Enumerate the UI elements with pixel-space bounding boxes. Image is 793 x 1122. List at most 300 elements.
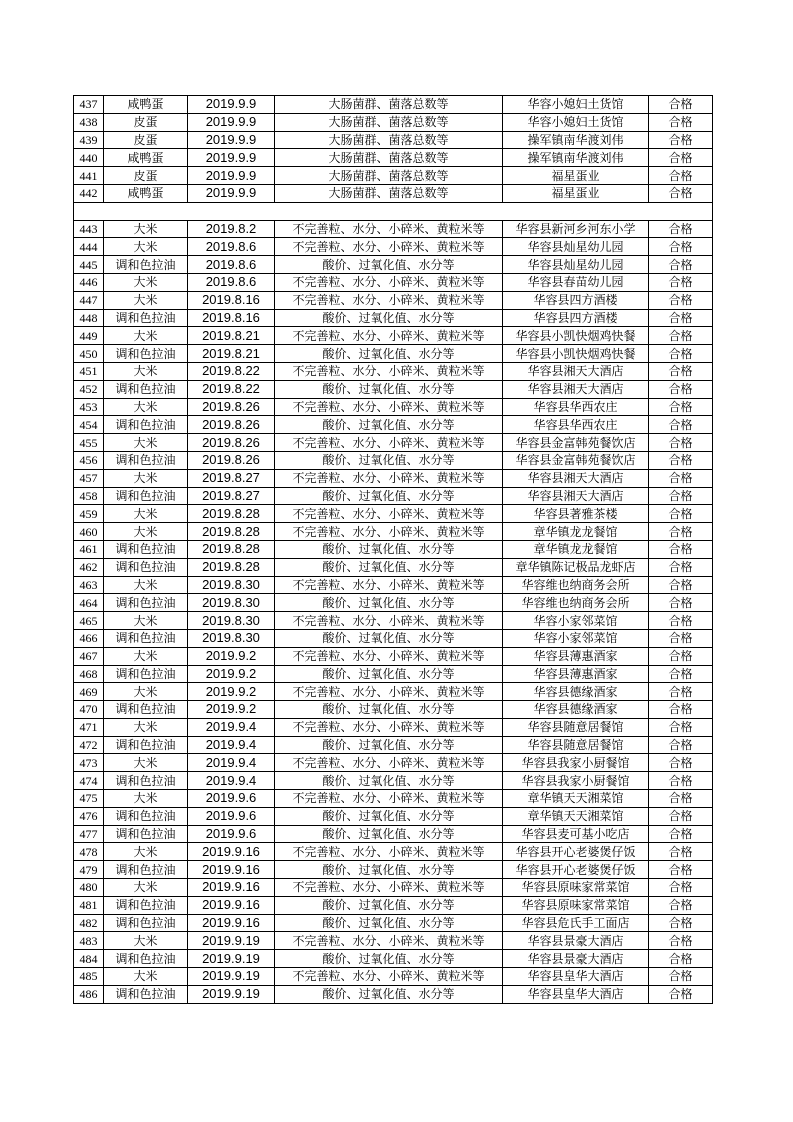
sampling-date-cell: 2019.8.6 (188, 238, 275, 256)
row-number-cell: 469 (74, 683, 104, 701)
sampling-date-cell: 2019.8.27 (188, 469, 275, 487)
table-row (74, 451, 713, 469)
test-result-cell: 合格 (649, 149, 713, 167)
sampled-unit-cell: 华容县皇华大酒店 (503, 968, 649, 986)
product-name-cell: 调和色拉油 (104, 896, 188, 914)
test-items-cell: 酸价、过氧化值、水分等 (275, 914, 503, 932)
table-row (74, 220, 713, 238)
sampled-unit-cell: 华容县灿星幼儿园 (503, 256, 649, 274)
table-row (74, 380, 713, 398)
sampled-unit-cell: 华容县我家小厨餐馆 (503, 754, 649, 772)
product-name-cell: 调和色拉油 (104, 825, 188, 843)
row-number-cell: 437 (74, 96, 104, 114)
test-result-cell: 合格 (649, 968, 713, 986)
product-name-cell: 大米 (104, 238, 188, 256)
test-result-cell: 合格 (649, 594, 713, 612)
row-number-cell: 485 (74, 968, 104, 986)
test-result-cell: 合格 (649, 398, 713, 416)
sampling-date-cell: 2019.9.9 (188, 96, 275, 114)
test-result-cell: 合格 (649, 291, 713, 309)
product-name-cell: 调和色拉油 (104, 487, 188, 505)
separator-cell (74, 202, 713, 220)
row-number-cell: 473 (74, 754, 104, 772)
table-row (74, 167, 713, 185)
table-row (74, 772, 713, 790)
product-name-cell: 调和色拉油 (104, 807, 188, 825)
product-name-cell: 调和色拉油 (104, 701, 188, 719)
row-number-cell: 471 (74, 718, 104, 736)
test-result-cell: 合格 (649, 220, 713, 238)
sampling-date-cell: 2019.9.2 (188, 665, 275, 683)
test-result-cell: 合格 (649, 167, 713, 185)
test-items-cell: 酸价、过氧化值、水分等 (275, 772, 503, 790)
test-items-cell: 不完善粒、水分、小碎米、黄粒米等 (275, 327, 503, 345)
table-row (74, 576, 713, 594)
sampling-date-cell: 2019.9.2 (188, 647, 275, 665)
table-row (74, 398, 713, 416)
test-result-cell: 合格 (649, 736, 713, 754)
test-result-cell: 合格 (649, 985, 713, 1003)
sampled-unit-cell: 华容县德缘酒家 (503, 701, 649, 719)
product-name-cell: 大米 (104, 273, 188, 291)
sampled-unit-cell: 华容县薄惠酒家 (503, 665, 649, 683)
sampling-date-cell: 2019.9.19 (188, 932, 275, 950)
product-name-cell: 大米 (104, 434, 188, 452)
row-number-cell: 438 (74, 113, 104, 131)
sampled-unit-cell: 华容县著雅茶楼 (503, 505, 649, 523)
sampled-unit-cell: 福星蛋业 (503, 184, 649, 202)
product-name-cell: 调和色拉油 (104, 772, 188, 790)
product-name-cell: 大米 (104, 505, 188, 523)
sampled-unit-cell: 华容县景豪大酒店 (503, 932, 649, 950)
row-number-cell: 457 (74, 469, 104, 487)
sampling-date-cell: 2019.9.9 (188, 113, 275, 131)
product-name-cell: 大米 (104, 683, 188, 701)
product-name-cell: 咸鸭蛋 (104, 184, 188, 202)
sampling-date-cell: 2019.8.16 (188, 291, 275, 309)
test-items-cell: 大肠菌群、菌落总数等 (275, 131, 503, 149)
sampling-date-cell: 2019.8.26 (188, 398, 275, 416)
table-row (74, 683, 713, 701)
inspection-table (73, 95, 713, 1004)
row-number-cell: 452 (74, 380, 104, 398)
sampling-date-cell: 2019.8.30 (188, 594, 275, 612)
table-row (74, 256, 713, 274)
row-number-cell: 441 (74, 167, 104, 185)
sampled-unit-cell: 华容县麦可基小吃店 (503, 825, 649, 843)
product-name-cell: 大米 (104, 647, 188, 665)
row-number-cell: 480 (74, 879, 104, 897)
sampled-unit-cell: 华容县开心老婆煲仔饭 (503, 843, 649, 861)
test-result-cell: 合格 (649, 807, 713, 825)
row-number-cell: 462 (74, 558, 104, 576)
test-items-cell: 大肠菌群、菌落总数等 (275, 113, 503, 131)
table-row (74, 612, 713, 630)
sampling-date-cell: 2019.9.6 (188, 807, 275, 825)
test-result-cell: 合格 (649, 184, 713, 202)
table-row (74, 879, 713, 897)
table-row (74, 291, 713, 309)
product-name-cell: 皮蛋 (104, 113, 188, 131)
product-name-cell: 调和色拉油 (104, 380, 188, 398)
sampling-date-cell: 2019.9.16 (188, 896, 275, 914)
sampled-unit-cell: 华容县德缘酒家 (503, 683, 649, 701)
test-result-cell: 合格 (649, 861, 713, 879)
sampled-unit-cell: 华容县小凯快烟鸡快餐 (503, 345, 649, 363)
product-name-cell: 大米 (104, 523, 188, 541)
sampling-date-cell: 2019.9.19 (188, 985, 275, 1003)
table-row (74, 505, 713, 523)
product-name-cell: 调和色拉油 (104, 861, 188, 879)
test-items-cell: 大肠菌群、菌落总数等 (275, 184, 503, 202)
test-result-cell: 合格 (649, 451, 713, 469)
product-name-cell: 大米 (104, 220, 188, 238)
test-result-cell: 合格 (649, 754, 713, 772)
sampled-unit-cell: 华容县我家小厨餐馆 (503, 772, 649, 790)
test-result-cell: 合格 (649, 629, 713, 647)
product-name-cell: 大米 (104, 327, 188, 345)
product-name-cell: 大米 (104, 576, 188, 594)
row-number-cell: 482 (74, 914, 104, 932)
sampled-unit-cell: 华容维也纳商务会所 (503, 576, 649, 594)
sampling-date-cell: 2019.9.2 (188, 683, 275, 701)
table-row (74, 362, 713, 380)
table-row (74, 968, 713, 986)
sampled-unit-cell: 福星蛋业 (503, 167, 649, 185)
sampled-unit-cell: 章华镇天天湘菜馆 (503, 807, 649, 825)
row-number-cell: 440 (74, 149, 104, 167)
test-items-cell: 酸价、过氧化值、水分等 (275, 701, 503, 719)
table-row (74, 523, 713, 541)
table-row (74, 914, 713, 932)
test-result-cell: 合格 (649, 612, 713, 630)
test-items-cell: 酸价、过氧化值、水分等 (275, 896, 503, 914)
row-number-cell: 444 (74, 238, 104, 256)
test-items-cell: 不完善粒、水分、小碎米、黄粒米等 (275, 718, 503, 736)
sampling-date-cell: 2019.9.9 (188, 167, 275, 185)
product-name-cell: 大米 (104, 879, 188, 897)
test-items-cell: 酸价、过氧化值、水分等 (275, 594, 503, 612)
row-number-cell: 439 (74, 131, 104, 149)
sampling-date-cell: 2019.8.30 (188, 629, 275, 647)
row-number-cell: 474 (74, 772, 104, 790)
row-number-cell: 467 (74, 647, 104, 665)
test-result-cell: 合格 (649, 238, 713, 256)
table-row (74, 487, 713, 505)
row-number-cell: 464 (74, 594, 104, 612)
sampled-unit-cell: 华容县开心老婆煲仔饭 (503, 861, 649, 879)
test-result-cell: 合格 (649, 327, 713, 345)
row-number-cell: 445 (74, 256, 104, 274)
sampling-date-cell: 2019.9.4 (188, 718, 275, 736)
product-name-cell: 大米 (104, 291, 188, 309)
test-items-cell: 酸价、过氧化值、水分等 (275, 380, 503, 398)
sampling-date-cell: 2019.8.30 (188, 576, 275, 594)
table-row (74, 736, 713, 754)
product-name-cell: 大米 (104, 362, 188, 380)
sampling-date-cell: 2019.8.26 (188, 416, 275, 434)
table-row (74, 327, 713, 345)
sampling-date-cell: 2019.9.19 (188, 950, 275, 968)
sampled-unit-cell: 华容县四方酒楼 (503, 291, 649, 309)
product-name-cell: 调和色拉油 (104, 451, 188, 469)
table-row (74, 807, 713, 825)
row-number-cell: 459 (74, 505, 104, 523)
test-items-cell: 酸价、过氧化值、水分等 (275, 451, 503, 469)
product-name-cell: 调和色拉油 (104, 416, 188, 434)
product-name-cell: 皮蛋 (104, 167, 188, 185)
test-result-cell: 合格 (649, 113, 713, 131)
sampling-date-cell: 2019.9.16 (188, 914, 275, 932)
sampled-unit-cell: 华容县华西农庄 (503, 416, 649, 434)
row-number-cell: 463 (74, 576, 104, 594)
table-row (74, 434, 713, 452)
test-result-cell: 合格 (649, 487, 713, 505)
row-number-cell: 486 (74, 985, 104, 1003)
table-row (74, 932, 713, 950)
sampling-date-cell: 2019.8.6 (188, 256, 275, 274)
product-name-cell: 调和色拉油 (104, 594, 188, 612)
sampled-unit-cell: 华容小媳妇土货馆 (503, 113, 649, 131)
sampling-date-cell: 2019.9.19 (188, 968, 275, 986)
table-row (74, 985, 713, 1003)
product-name-cell: 调和色拉油 (104, 950, 188, 968)
row-number-cell: 478 (74, 843, 104, 861)
sampling-date-cell: 2019.9.2 (188, 701, 275, 719)
test-result-cell: 合格 (649, 309, 713, 327)
sampling-date-cell: 2019.9.6 (188, 825, 275, 843)
row-number-cell: 447 (74, 291, 104, 309)
product-name-cell: 调和色拉油 (104, 345, 188, 363)
test-items-cell: 酸价、过氧化值、水分等 (275, 807, 503, 825)
row-number-cell: 465 (74, 612, 104, 630)
separator-row (74, 202, 713, 220)
sampling-date-cell: 2019.8.21 (188, 327, 275, 345)
test-items-cell: 不完善粒、水分、小碎米、黄粒米等 (275, 790, 503, 808)
test-items-cell: 酸价、过氧化值、水分等 (275, 825, 503, 843)
sampling-date-cell: 2019.8.27 (188, 487, 275, 505)
sampling-date-cell: 2019.8.21 (188, 345, 275, 363)
test-items-cell: 酸价、过氧化值、水分等 (275, 540, 503, 558)
test-items-cell: 酸价、过氧化值、水分等 (275, 256, 503, 274)
test-items-cell: 不完善粒、水分、小碎米、黄粒米等 (275, 291, 503, 309)
test-items-cell: 酸价、过氧化值、水分等 (275, 861, 503, 879)
sampling-date-cell: 2019.9.16 (188, 861, 275, 879)
row-number-cell: 448 (74, 309, 104, 327)
test-items-cell: 大肠菌群、菌落总数等 (275, 96, 503, 114)
test-items-cell: 不完善粒、水分、小碎米、黄粒米等 (275, 843, 503, 861)
test-result-cell: 合格 (649, 416, 713, 434)
table-row (74, 790, 713, 808)
sampling-date-cell: 2019.8.28 (188, 505, 275, 523)
product-name-cell: 调和色拉油 (104, 558, 188, 576)
sampled-unit-cell: 华容维也纳商务会所 (503, 594, 649, 612)
test-items-cell: 酸价、过氧化值、水分等 (275, 629, 503, 647)
sampled-unit-cell: 华容县湘天大酒店 (503, 362, 649, 380)
product-name-cell: 大米 (104, 843, 188, 861)
product-name-cell: 大米 (104, 612, 188, 630)
sampled-unit-cell: 华容县新河乡河东小学 (503, 220, 649, 238)
product-name-cell: 大米 (104, 790, 188, 808)
test-items-cell: 不完善粒、水分、小碎米、黄粒米等 (275, 647, 503, 665)
sampling-date-cell: 2019.8.2 (188, 220, 275, 238)
row-number-cell: 468 (74, 665, 104, 683)
product-name-cell: 调和色拉油 (104, 985, 188, 1003)
sampling-date-cell: 2019.8.22 (188, 380, 275, 398)
test-items-cell: 不完善粒、水分、小碎米、黄粒米等 (275, 238, 503, 256)
test-result-cell: 合格 (649, 683, 713, 701)
sampling-date-cell: 2019.8.6 (188, 273, 275, 291)
table-row (74, 825, 713, 843)
row-number-cell: 470 (74, 701, 104, 719)
test-result-cell: 合格 (649, 932, 713, 950)
test-result-cell: 合格 (649, 647, 713, 665)
test-items-cell: 不完善粒、水分、小碎米、黄粒米等 (275, 879, 503, 897)
row-number-cell: 461 (74, 540, 104, 558)
row-number-cell: 442 (74, 184, 104, 202)
sampling-date-cell: 2019.9.4 (188, 736, 275, 754)
row-number-cell: 472 (74, 736, 104, 754)
test-items-cell: 不完善粒、水分、小碎米、黄粒米等 (275, 754, 503, 772)
test-items-cell: 不完善粒、水分、小碎米、黄粒米等 (275, 932, 503, 950)
sampled-unit-cell: 华容县金富韩苑餐饮店 (503, 451, 649, 469)
row-number-cell: 453 (74, 398, 104, 416)
table-row (74, 309, 713, 327)
test-result-cell: 合格 (649, 790, 713, 808)
test-items-cell: 酸价、过氧化值、水分等 (275, 985, 503, 1003)
product-name-cell: 大米 (104, 398, 188, 416)
test-items-cell: 大肠菌群、菌落总数等 (275, 149, 503, 167)
test-items-cell: 不完善粒、水分、小碎米、黄粒米等 (275, 968, 503, 986)
product-name-cell: 调和色拉油 (104, 629, 188, 647)
sampling-date-cell: 2019.8.26 (188, 434, 275, 452)
sampling-date-cell: 2019.8.28 (188, 523, 275, 541)
test-result-cell: 合格 (649, 362, 713, 380)
product-name-cell: 调和色拉油 (104, 309, 188, 327)
test-result-cell: 合格 (649, 345, 713, 363)
table-row (74, 96, 713, 114)
sampled-unit-cell: 华容县春苗幼儿园 (503, 273, 649, 291)
sampled-unit-cell: 华容县四方酒楼 (503, 309, 649, 327)
sampling-date-cell: 2019.8.22 (188, 362, 275, 380)
table-row (74, 950, 713, 968)
product-name-cell: 咸鸭蛋 (104, 149, 188, 167)
row-number-cell: 476 (74, 807, 104, 825)
test-items-cell: 酸价、过氧化值、水分等 (275, 345, 503, 363)
table-row (74, 594, 713, 612)
sampling-date-cell: 2019.9.4 (188, 754, 275, 772)
test-result-cell: 合格 (649, 665, 713, 683)
sampled-unit-cell: 华容县金富韩苑餐饮店 (503, 434, 649, 452)
product-name-cell: 大米 (104, 754, 188, 772)
test-result-cell: 合格 (649, 505, 713, 523)
test-items-cell: 酸价、过氧化值、水分等 (275, 309, 503, 327)
table-row (74, 629, 713, 647)
sampled-unit-cell: 华容县原味家常菜馆 (503, 879, 649, 897)
sampled-unit-cell: 华容县景豪大酒店 (503, 950, 649, 968)
product-name-cell: 皮蛋 (104, 131, 188, 149)
sampled-unit-cell: 华容县湘天大酒店 (503, 487, 649, 505)
test-items-cell: 不完善粒、水分、小碎米、黄粒米等 (275, 398, 503, 416)
sampling-date-cell: 2019.8.28 (188, 540, 275, 558)
test-items-cell: 不完善粒、水分、小碎米、黄粒米等 (275, 434, 503, 452)
table-row (74, 558, 713, 576)
test-result-cell: 合格 (649, 380, 713, 398)
table-row (74, 861, 713, 879)
sampling-date-cell: 2019.8.30 (188, 612, 275, 630)
table-row (74, 273, 713, 291)
table-row (74, 149, 713, 167)
table-row (74, 647, 713, 665)
test-items-cell: 不完善粒、水分、小碎米、黄粒米等 (275, 523, 503, 541)
test-items-cell: 不完善粒、水分、小碎米、黄粒米等 (275, 362, 503, 380)
sampling-date-cell: 2019.8.16 (188, 309, 275, 327)
row-number-cell: 456 (74, 451, 104, 469)
row-number-cell: 446 (74, 273, 104, 291)
test-items-cell: 酸价、过氧化值、水分等 (275, 736, 503, 754)
product-name-cell: 大米 (104, 469, 188, 487)
test-result-cell: 合格 (649, 469, 713, 487)
table-row (74, 345, 713, 363)
test-items-cell: 酸价、过氧化值、水分等 (275, 950, 503, 968)
test-items-cell: 大肠菌群、菌落总数等 (275, 167, 503, 185)
table-row (74, 843, 713, 861)
test-items-cell: 酸价、过氧化值、水分等 (275, 416, 503, 434)
test-result-cell: 合格 (649, 879, 713, 897)
table-row (74, 238, 713, 256)
test-result-cell: 合格 (649, 914, 713, 932)
sampling-date-cell: 2019.9.16 (188, 843, 275, 861)
row-number-cell: 483 (74, 932, 104, 950)
sampled-unit-cell: 华容县华西农庄 (503, 398, 649, 416)
test-items-cell: 不完善粒、水分、小碎米、黄粒米等 (275, 273, 503, 291)
test-items-cell: 不完善粒、水分、小碎米、黄粒米等 (275, 612, 503, 630)
test-items-cell: 酸价、过氧化值、水分等 (275, 487, 503, 505)
sampling-date-cell: 2019.9.6 (188, 790, 275, 808)
sampled-unit-cell: 章华镇龙龙餐馆 (503, 540, 649, 558)
sampled-unit-cell: 华容县随意居餐馆 (503, 718, 649, 736)
row-number-cell: 449 (74, 327, 104, 345)
test-result-cell: 合格 (649, 273, 713, 291)
row-number-cell: 475 (74, 790, 104, 808)
sampled-unit-cell: 华容小家邻菜馆 (503, 612, 649, 630)
table-row (74, 540, 713, 558)
sampled-unit-cell: 华容县皇华大酒店 (503, 985, 649, 1003)
table-row (74, 754, 713, 772)
sampled-unit-cell: 华容县薄惠酒家 (503, 647, 649, 665)
sampled-unit-cell: 操军镇南华渡刘伟 (503, 131, 649, 149)
test-result-cell: 合格 (649, 131, 713, 149)
sampled-unit-cell: 章华镇陈记极品龙虾店 (503, 558, 649, 576)
table-row (74, 469, 713, 487)
product-name-cell: 调和色拉油 (104, 540, 188, 558)
product-name-cell: 调和色拉油 (104, 914, 188, 932)
test-result-cell: 合格 (649, 843, 713, 861)
test-result-cell: 合格 (649, 576, 713, 594)
test-result-cell: 合格 (649, 558, 713, 576)
sampling-date-cell: 2019.9.9 (188, 149, 275, 167)
table-row (74, 701, 713, 719)
test-items-cell: 不完善粒、水分、小碎米、黄粒米等 (275, 220, 503, 238)
sampling-date-cell: 2019.9.9 (188, 131, 275, 149)
row-number-cell: 454 (74, 416, 104, 434)
product-name-cell: 咸鸭蛋 (104, 96, 188, 114)
row-number-cell: 484 (74, 950, 104, 968)
sampled-unit-cell: 华容县小凯快烟鸡快餐 (503, 327, 649, 345)
row-number-cell: 455 (74, 434, 104, 452)
table-row (74, 718, 713, 736)
sampled-unit-cell: 操军镇南华渡刘伟 (503, 149, 649, 167)
